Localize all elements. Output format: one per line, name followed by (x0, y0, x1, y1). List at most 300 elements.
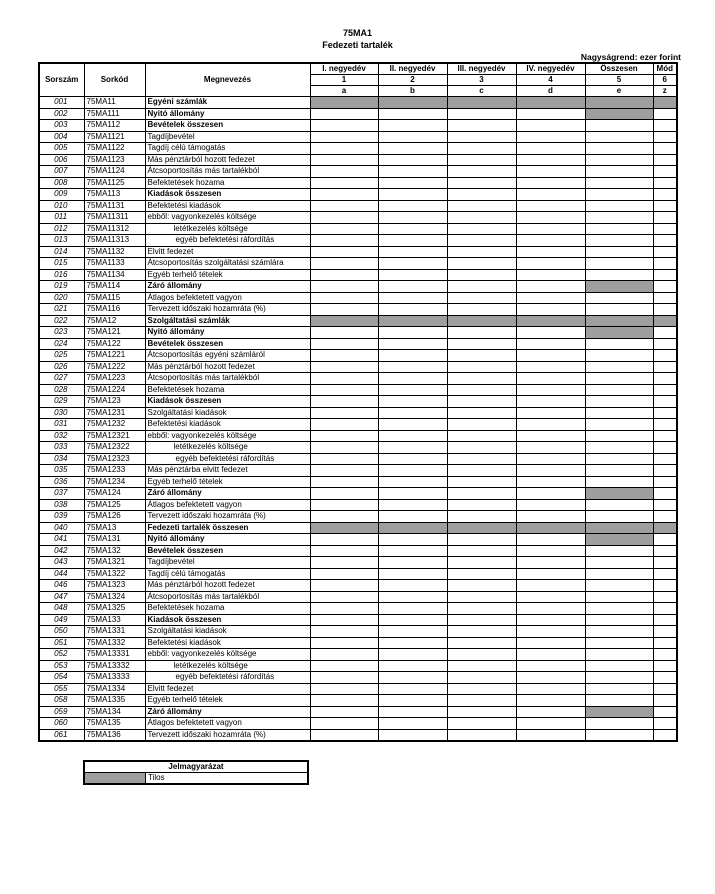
q1-cell[interactable] (310, 419, 378, 431)
q1-cell[interactable] (310, 131, 378, 143)
q2-cell[interactable] (378, 177, 447, 189)
total-cell[interactable] (585, 430, 653, 442)
q1-cell[interactable] (310, 384, 378, 396)
total-cell[interactable] (585, 269, 653, 281)
q4-cell[interactable] (516, 200, 585, 212)
total-cell[interactable] (585, 476, 653, 488)
total-cell[interactable] (585, 649, 653, 661)
q3-cell[interactable] (447, 465, 516, 477)
q4-cell[interactable] (516, 695, 585, 707)
q3-cell[interactable] (447, 626, 516, 638)
mod-cell[interactable] (653, 407, 677, 419)
q4-cell[interactable] (516, 683, 585, 695)
mod-cell[interactable] (653, 281, 677, 293)
mod-cell[interactable] (653, 442, 677, 454)
q3-cell[interactable] (447, 488, 516, 500)
q3-cell[interactable] (447, 660, 516, 672)
q3-cell[interactable] (447, 212, 516, 224)
total-cell[interactable] (585, 223, 653, 235)
q2-cell[interactable] (378, 649, 447, 661)
q4-cell[interactable] (516, 430, 585, 442)
q3-cell[interactable] (447, 568, 516, 580)
q2-cell[interactable] (378, 430, 447, 442)
q1-cell[interactable] (310, 614, 378, 626)
mod-cell[interactable] (653, 269, 677, 281)
total-cell[interactable] (585, 637, 653, 649)
mod-cell[interactable] (653, 384, 677, 396)
mod-cell[interactable] (653, 695, 677, 707)
q3-cell[interactable] (447, 108, 516, 120)
q4-cell[interactable] (516, 292, 585, 304)
q4-cell[interactable] (516, 373, 585, 385)
q2-cell[interactable] (378, 637, 447, 649)
q1-cell[interactable] (310, 143, 378, 155)
q4-cell[interactable] (516, 557, 585, 569)
q4-cell[interactable] (516, 637, 585, 649)
q4-cell[interactable] (516, 384, 585, 396)
total-cell[interactable] (585, 200, 653, 212)
q4-cell[interactable] (516, 327, 585, 339)
mod-cell[interactable] (653, 361, 677, 373)
q1-cell[interactable] (310, 534, 378, 546)
total-cell[interactable] (585, 361, 653, 373)
q4-cell[interactable] (516, 212, 585, 224)
q3-cell[interactable] (447, 350, 516, 362)
total-cell[interactable] (585, 166, 653, 178)
q4-cell[interactable] (516, 476, 585, 488)
mod-cell[interactable] (653, 718, 677, 730)
mod-cell[interactable] (653, 350, 677, 362)
q2-cell[interactable] (378, 580, 447, 592)
q1-cell[interactable] (310, 695, 378, 707)
q3-cell[interactable] (447, 189, 516, 201)
q1-cell[interactable] (310, 350, 378, 362)
mod-cell[interactable] (653, 189, 677, 201)
mod-cell[interactable] (653, 235, 677, 247)
q3-cell[interactable] (447, 327, 516, 339)
q2-cell[interactable] (378, 407, 447, 419)
q1-cell[interactable] (310, 120, 378, 132)
mod-cell[interactable] (653, 120, 677, 132)
q4-cell[interactable] (516, 338, 585, 350)
q4-cell[interactable] (516, 304, 585, 316)
mod-cell[interactable] (653, 534, 677, 546)
q3-cell[interactable] (447, 683, 516, 695)
q3-cell[interactable] (447, 154, 516, 166)
q3-cell[interactable] (447, 281, 516, 293)
q2-cell[interactable] (378, 304, 447, 316)
q4-cell[interactable] (516, 189, 585, 201)
q4-cell[interactable] (516, 591, 585, 603)
q4-cell[interactable] (516, 166, 585, 178)
total-cell[interactable] (585, 384, 653, 396)
q4-cell[interactable] (516, 649, 585, 661)
q4-cell[interactable] (516, 660, 585, 672)
q4-cell[interactable] (516, 499, 585, 511)
q2-cell[interactable] (378, 223, 447, 235)
q2-cell[interactable] (378, 338, 447, 350)
mod-cell[interactable] (653, 143, 677, 155)
q1-cell[interactable] (310, 603, 378, 615)
q1-cell[interactable] (310, 649, 378, 661)
mod-cell[interactable] (653, 465, 677, 477)
total-cell[interactable] (585, 154, 653, 166)
q2-cell[interactable] (378, 131, 447, 143)
q1-cell[interactable] (310, 361, 378, 373)
q3-cell[interactable] (447, 223, 516, 235)
q1-cell[interactable] (310, 683, 378, 695)
q3-cell[interactable] (447, 718, 516, 730)
q4-cell[interactable] (516, 488, 585, 500)
total-cell[interactable] (585, 212, 653, 224)
q2-cell[interactable] (378, 476, 447, 488)
mod-cell[interactable] (653, 212, 677, 224)
q2-cell[interactable] (378, 384, 447, 396)
q2-cell[interactable] (378, 718, 447, 730)
q2-cell[interactable] (378, 258, 447, 270)
mod-cell[interactable] (653, 660, 677, 672)
q1-cell[interactable] (310, 718, 378, 730)
q3-cell[interactable] (447, 442, 516, 454)
total-cell[interactable] (585, 511, 653, 523)
q3-cell[interactable] (447, 695, 516, 707)
q2-cell[interactable] (378, 327, 447, 339)
q3-cell[interactable] (447, 591, 516, 603)
q3-cell[interactable] (447, 200, 516, 212)
q4-cell[interactable] (516, 580, 585, 592)
q3-cell[interactable] (447, 499, 516, 511)
q1-cell[interactable] (310, 672, 378, 684)
total-cell[interactable] (585, 189, 653, 201)
q3-cell[interactable] (447, 143, 516, 155)
q1-cell[interactable] (310, 407, 378, 419)
mod-cell[interactable] (653, 511, 677, 523)
total-cell[interactable] (585, 695, 653, 707)
q4-cell[interactable] (516, 258, 585, 270)
q3-cell[interactable] (447, 557, 516, 569)
q3-cell[interactable] (447, 338, 516, 350)
total-cell[interactable] (585, 545, 653, 557)
q1-cell[interactable] (310, 453, 378, 465)
q4-cell[interactable] (516, 269, 585, 281)
q1-cell[interactable] (310, 327, 378, 339)
q4-cell[interactable] (516, 729, 585, 741)
total-cell[interactable] (585, 235, 653, 247)
q2-cell[interactable] (378, 200, 447, 212)
q3-cell[interactable] (447, 476, 516, 488)
total-cell[interactable] (585, 614, 653, 626)
q2-cell[interactable] (378, 603, 447, 615)
q3-cell[interactable] (447, 419, 516, 431)
total-cell[interactable] (585, 177, 653, 189)
q4-cell[interactable] (516, 534, 585, 546)
q1-cell[interactable] (310, 511, 378, 523)
total-cell[interactable] (585, 672, 653, 684)
mod-cell[interactable] (653, 154, 677, 166)
mod-cell[interactable] (653, 246, 677, 258)
total-cell[interactable] (585, 396, 653, 408)
q2-cell[interactable] (378, 465, 447, 477)
mod-cell[interactable] (653, 683, 677, 695)
total-cell[interactable] (585, 557, 653, 569)
total-cell[interactable] (585, 258, 653, 270)
q2-cell[interactable] (378, 212, 447, 224)
q3-cell[interactable] (447, 373, 516, 385)
q2-cell[interactable] (378, 660, 447, 672)
q2-cell[interactable] (378, 614, 447, 626)
mod-cell[interactable] (653, 453, 677, 465)
q4-cell[interactable] (516, 545, 585, 557)
mod-cell[interactable] (653, 292, 677, 304)
q3-cell[interactable] (447, 614, 516, 626)
total-cell[interactable] (585, 465, 653, 477)
mod-cell[interactable] (653, 672, 677, 684)
q3-cell[interactable] (447, 292, 516, 304)
q3-cell[interactable] (447, 580, 516, 592)
q1-cell[interactable] (310, 591, 378, 603)
q3-cell[interactable] (447, 672, 516, 684)
q3-cell[interactable] (447, 269, 516, 281)
q2-cell[interactable] (378, 246, 447, 258)
q1-cell[interactable] (310, 660, 378, 672)
q3-cell[interactable] (447, 396, 516, 408)
q4-cell[interactable] (516, 143, 585, 155)
q2-cell[interactable] (378, 499, 447, 511)
total-cell[interactable] (585, 442, 653, 454)
q3-cell[interactable] (447, 637, 516, 649)
q4-cell[interactable] (516, 177, 585, 189)
q1-cell[interactable] (310, 729, 378, 741)
q4-cell[interactable] (516, 453, 585, 465)
q2-cell[interactable] (378, 453, 447, 465)
q4-cell[interactable] (516, 154, 585, 166)
q3-cell[interactable] (447, 603, 516, 615)
q2-cell[interactable] (378, 108, 447, 120)
q3-cell[interactable] (447, 453, 516, 465)
mod-cell[interactable] (653, 649, 677, 661)
total-cell[interactable] (585, 729, 653, 741)
total-cell[interactable] (585, 626, 653, 638)
mod-cell[interactable] (653, 557, 677, 569)
q1-cell[interactable] (310, 154, 378, 166)
q2-cell[interactable] (378, 683, 447, 695)
mod-cell[interactable] (653, 614, 677, 626)
q2-cell[interactable] (378, 557, 447, 569)
total-cell[interactable] (585, 246, 653, 258)
q2-cell[interactable] (378, 235, 447, 247)
q1-cell[interactable] (310, 246, 378, 258)
q2-cell[interactable] (378, 568, 447, 580)
q4-cell[interactable] (516, 465, 585, 477)
q2-cell[interactable] (378, 269, 447, 281)
q1-cell[interactable] (310, 177, 378, 189)
q4-cell[interactable] (516, 108, 585, 120)
q1-cell[interactable] (310, 235, 378, 247)
q3-cell[interactable] (447, 545, 516, 557)
q2-cell[interactable] (378, 373, 447, 385)
q2-cell[interactable] (378, 591, 447, 603)
total-cell[interactable] (585, 143, 653, 155)
q2-cell[interactable] (378, 442, 447, 454)
q1-cell[interactable] (310, 430, 378, 442)
q1-cell[interactable] (310, 545, 378, 557)
mod-cell[interactable] (653, 488, 677, 500)
q3-cell[interactable] (447, 430, 516, 442)
mod-cell[interactable] (653, 706, 677, 718)
mod-cell[interactable] (653, 327, 677, 339)
q3-cell[interactable] (447, 511, 516, 523)
total-cell[interactable] (585, 350, 653, 362)
mod-cell[interactable] (653, 419, 677, 431)
mod-cell[interactable] (653, 568, 677, 580)
mod-cell[interactable] (653, 166, 677, 178)
q2-cell[interactable] (378, 626, 447, 638)
q1-cell[interactable] (310, 189, 378, 201)
mod-cell[interactable] (653, 396, 677, 408)
q4-cell[interactable] (516, 246, 585, 258)
mod-cell[interactable] (653, 626, 677, 638)
q2-cell[interactable] (378, 154, 447, 166)
q2-cell[interactable] (378, 120, 447, 132)
mod-cell[interactable] (653, 131, 677, 143)
q2-cell[interactable] (378, 281, 447, 293)
mod-cell[interactable] (653, 304, 677, 316)
q2-cell[interactable] (378, 534, 447, 546)
q3-cell[interactable] (447, 649, 516, 661)
total-cell[interactable] (585, 338, 653, 350)
q3-cell[interactable] (447, 729, 516, 741)
total-cell[interactable] (585, 568, 653, 580)
q4-cell[interactable] (516, 706, 585, 718)
q4-cell[interactable] (516, 131, 585, 143)
total-cell[interactable] (585, 603, 653, 615)
q2-cell[interactable] (378, 672, 447, 684)
q1-cell[interactable] (310, 258, 378, 270)
mod-cell[interactable] (653, 223, 677, 235)
q4-cell[interactable] (516, 718, 585, 730)
q4-cell[interactable] (516, 361, 585, 373)
total-cell[interactable] (585, 131, 653, 143)
mod-cell[interactable] (653, 499, 677, 511)
total-cell[interactable] (585, 683, 653, 695)
q1-cell[interactable] (310, 499, 378, 511)
q3-cell[interactable] (447, 304, 516, 316)
q1-cell[interactable] (310, 396, 378, 408)
total-cell[interactable] (585, 591, 653, 603)
total-cell[interactable] (585, 660, 653, 672)
q1-cell[interactable] (310, 269, 378, 281)
mod-cell[interactable] (653, 545, 677, 557)
q1-cell[interactable] (310, 488, 378, 500)
total-cell[interactable] (585, 453, 653, 465)
q2-cell[interactable] (378, 350, 447, 362)
q4-cell[interactable] (516, 672, 585, 684)
mod-cell[interactable] (653, 637, 677, 649)
q2-cell[interactable] (378, 419, 447, 431)
q2-cell[interactable] (378, 488, 447, 500)
q3-cell[interactable] (447, 258, 516, 270)
total-cell[interactable] (585, 292, 653, 304)
q1-cell[interactable] (310, 166, 378, 178)
q2-cell[interactable] (378, 189, 447, 201)
q1-cell[interactable] (310, 304, 378, 316)
q3-cell[interactable] (447, 120, 516, 132)
q3-cell[interactable] (447, 177, 516, 189)
q4-cell[interactable] (516, 235, 585, 247)
mod-cell[interactable] (653, 177, 677, 189)
q2-cell[interactable] (378, 292, 447, 304)
total-cell[interactable] (585, 407, 653, 419)
mod-cell[interactable] (653, 476, 677, 488)
q4-cell[interactable] (516, 603, 585, 615)
q2-cell[interactable] (378, 361, 447, 373)
q3-cell[interactable] (447, 534, 516, 546)
mod-cell[interactable] (653, 108, 677, 120)
q4-cell[interactable] (516, 614, 585, 626)
q1-cell[interactable] (310, 373, 378, 385)
q4-cell[interactable] (516, 350, 585, 362)
mod-cell[interactable] (653, 258, 677, 270)
q2-cell[interactable] (378, 729, 447, 741)
q2-cell[interactable] (378, 706, 447, 718)
q1-cell[interactable] (310, 476, 378, 488)
q2-cell[interactable] (378, 166, 447, 178)
q3-cell[interactable] (447, 384, 516, 396)
q1-cell[interactable] (310, 568, 378, 580)
mod-cell[interactable] (653, 200, 677, 212)
q4-cell[interactable] (516, 419, 585, 431)
q1-cell[interactable] (310, 108, 378, 120)
q2-cell[interactable] (378, 143, 447, 155)
q1-cell[interactable] (310, 292, 378, 304)
q1-cell[interactable] (310, 706, 378, 718)
total-cell[interactable] (585, 419, 653, 431)
total-cell[interactable] (585, 373, 653, 385)
q4-cell[interactable] (516, 568, 585, 580)
q3-cell[interactable] (447, 706, 516, 718)
q1-cell[interactable] (310, 212, 378, 224)
q3-cell[interactable] (447, 166, 516, 178)
mod-cell[interactable] (653, 580, 677, 592)
q4-cell[interactable] (516, 511, 585, 523)
q3-cell[interactable] (447, 235, 516, 247)
q2-cell[interactable] (378, 396, 447, 408)
mod-cell[interactable] (653, 591, 677, 603)
q1-cell[interactable] (310, 580, 378, 592)
q3-cell[interactable] (447, 131, 516, 143)
total-cell[interactable] (585, 120, 653, 132)
mod-cell[interactable] (653, 373, 677, 385)
q1-cell[interactable] (310, 200, 378, 212)
q4-cell[interactable] (516, 223, 585, 235)
q1-cell[interactable] (310, 626, 378, 638)
q3-cell[interactable] (447, 361, 516, 373)
q1-cell[interactable] (310, 637, 378, 649)
total-cell[interactable] (585, 499, 653, 511)
mod-cell[interactable] (653, 729, 677, 741)
total-cell[interactable] (585, 580, 653, 592)
q4-cell[interactable] (516, 120, 585, 132)
q4-cell[interactable] (516, 407, 585, 419)
q1-cell[interactable] (310, 465, 378, 477)
q2-cell[interactable] (378, 695, 447, 707)
q4-cell[interactable] (516, 626, 585, 638)
q1-cell[interactable] (310, 338, 378, 350)
q3-cell[interactable] (447, 246, 516, 258)
mod-cell[interactable] (653, 603, 677, 615)
q3-cell[interactable] (447, 407, 516, 419)
q1-cell[interactable] (310, 281, 378, 293)
